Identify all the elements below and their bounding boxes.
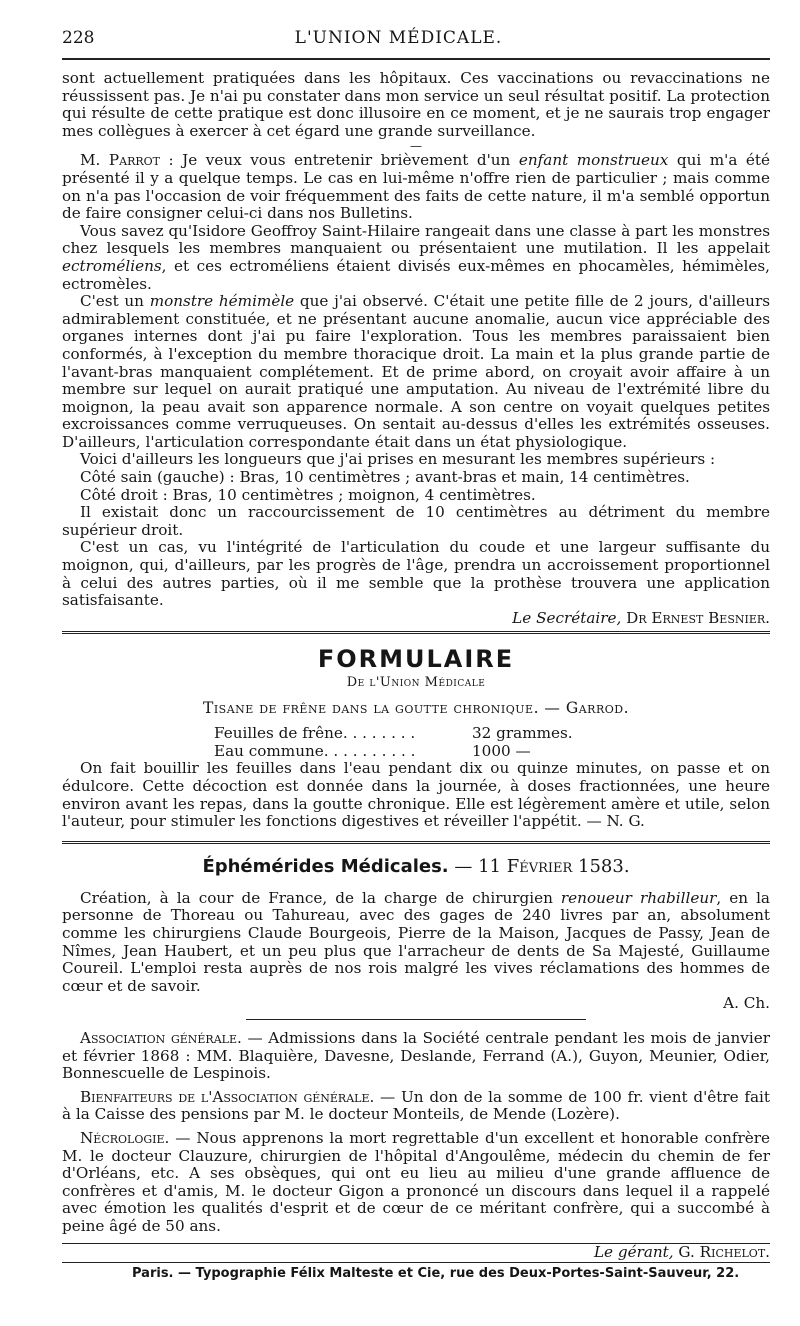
journal-title: L'UNION MÉDICALE. <box>294 28 503 48</box>
ingredient-name: Eau commune. . . . . . . . . . <box>214 742 416 761</box>
ingredient-name: Feuilles de frêne. . . . . . . . <box>214 724 416 743</box>
recipe-title: Tisane de frêne dans la goutte chronique. — Garrod. <box>202 699 630 718</box>
notice-association: Association générale. — Admissions dans la Société centrale pendant les mois de janvier et février 1868 : MM. Blaquière, Davesne, Deslande, Ferrand (A.), Guyon, Meunier, Odier, Bonnescuelle de Lespinois. <box>62 1028 770 1083</box>
formulaire-subtitle: De l'Union Médicale <box>346 675 486 691</box>
secretary-signature: Le Secrétaire, Dr Ernest Besnier. <box>512 608 770 627</box>
colophon: Paris. — Typographie Félix Malteste et Cie, rue des Deux-Portes-Saint-Sauveur, 22. <box>132 1266 740 1282</box>
ingredient-quantity: 1000 — <box>472 742 531 761</box>
gerant-signature: Le gérant, G. Richelot. <box>593 1243 770 1262</box>
parrot-paragraph-5: Côté sain (gauche) : Bras, 10 centimètres ; avant-bras et main, 14 centimètres. <box>80 468 690 487</box>
formulaire-title: FORMULAIRE <box>317 645 515 674</box>
ingredient-row <box>62 742 770 760</box>
parrot-paragraph-2: Vous savez qu'Isidore Geoffroy Saint-Hilaire rangeait dans une classe à part les monstres chez lesquels les membres manquaient ou présentaient une mutilation. Il les appelait ectroméliens, et ces ectroméliens étaient divisés eux-mêmes en phocamèles, hémimèles, ectromèles. <box>62 221 770 293</box>
running-head <box>62 28 770 58</box>
parrot-paragraph-4: Voici d'ailleurs les longueurs que j'ai prises en mesurant les membres supérieurs : <box>80 450 716 469</box>
ingredient-quantity: 32 grammes. <box>472 724 573 743</box>
parrot-paragraph-6: Côté droit : Bras, 10 centimètres ; moignon, 4 centimètres. <box>80 485 536 504</box>
ephemerides-title: Éphémérides Médicales. — 11 Février 1583. <box>202 855 630 877</box>
notices-section <box>62 1030 770 1236</box>
parrot-paragraph-1: M. Parrot : Je veux vous entretenir brièvement d'un enfant monstrueux qui m'a été présenté il y a quelque temps. Le cas en lui-même n'offre rien de particulier ; mais comme on n'a pas l'occasion de voir fréquemment des faits de cette nature, il m'a semblé opportun de faire consigner celui-ci dans nos Bulletins. <box>62 151 770 223</box>
ephemerides-signature: A. Ch. <box>723 994 770 1013</box>
parrot-paragraph-3: C'est un monstre hémimèle que j'ai observé. C'était une petite fille de 2 jours, d'ailleurs admirablement constituée, et ne présentant aucune anomalie, aucun vice appréciable des organes internes dont j'ai pu faire l'exploration. Tous les membres paraissaient bien conformés, à l'exception du membre thoracique droit. La main et la plus grande partie de l'avant-bras manquaient complétement. Et de prime abord, on croyait avoir affaire à un membre sur lequel on aurait pratiqué une amputation. Au niveau de l'extrémité libre du moignon, la peau avait son apparence normale. A son centre on voyait quelques petites excroissances comme verruqueuses. On sentait au-dessus d'elles les extrémités osseuses. D'ailleurs, l'articulation correspondante était dans un état physiologique. <box>62 292 771 451</box>
formulaire-section <box>62 644 770 830</box>
speaker-name: M. Parrot <box>80 151 160 170</box>
ingredient-row <box>62 724 770 742</box>
parrot-communication <box>62 152 770 609</box>
notice-bienfaiteurs: Bienfaiteurs de l'Association générale. — Un don de la somme de 100 fr. vient d'être fait à la Caisse des pensions par M. le docteur Monteils, de Mende (Lozère). <box>62 1087 770 1124</box>
notice-necrologie: Nécrologie. — Nous apprenons la mort regrettable d'un excellent et honorable confrère M. le docteur Clauzure, chirurgien de l'hôpital d'Angoulême, médecin du chemin de fer d'Orléans, etc. A ses obsèques, qui ont eu lieu au milieu d'une grande affluence de confrères et d'amis, M. le docteur Gigon a prononcé un discours dans lequel il a rappelé avec émotion les qualités d'esprit et de cœur de ce méritant confrère, qui a succombé à peine âgé de 50 ans. <box>62 1128 770 1235</box>
formulaire-text: On fait bouillir les feuilles dans l'eau pendant dix ou quinze minutes, on passe et on édulcore. Cette décoction est donnée dans la journée, à doses fractionnées, une heure environ avant les repas, dans la goutte chronique. Elle est légèrement amère et utile, selon l'auteur, pour stimuler les fonctions digestives et réveiller l'appétit. — N. G. <box>62 759 770 831</box>
parrot-paragraph-7: Il existait donc un raccourcissement de 10 centimètres au détriment du membre supérieur droit. <box>62 503 770 539</box>
page-number: 228 <box>62 28 95 48</box>
parrot-paragraph-8: C'est un cas, vu l'intégrité de l'articulation du coude et une largeur suffisante du moignon, qui, d'ailleurs, par les progrès de l'âge, prendra un accroissement proportionnel à celui des autres parties, où il me semble que la prothèse trouvera une application satisfaisante. <box>62 538 770 610</box>
separator-mark: — <box>410 139 422 154</box>
ephemerides-section <box>62 854 770 1013</box>
ephemerides-text: Création, à la cour de France, de la charge de chirurgien renoueur rhabilleur, en la personne de Thoreau ou Tahureau, avec des gages de 240 livres par an, absolument comme les chirurgiens Claude Bourgeois, Pierre de la Maison, Jacques de Passy, Jean de Nîmes, Jean Haubert, et un peu plus que l'arracheur de dents de Sa Majesté, Guillaume Coureil. L'emploi resta auprès de nos rois malgré les vives réclamations des hommes de cœur et de savoir. <box>62 888 770 995</box>
opening-paragraph: sont actuellement pratiquées dans les hôpitaux. Ces vaccinations ou revaccinations ne réussissent pas. Je n'ai pu constater dans mon service un seul résultat positif. La protection qui résulte de cette pratique est donc illusoire en ce moment, et je ne saurais trop engager mes collègues à exercer à cet égard une grande surveillance. <box>62 69 770 140</box>
